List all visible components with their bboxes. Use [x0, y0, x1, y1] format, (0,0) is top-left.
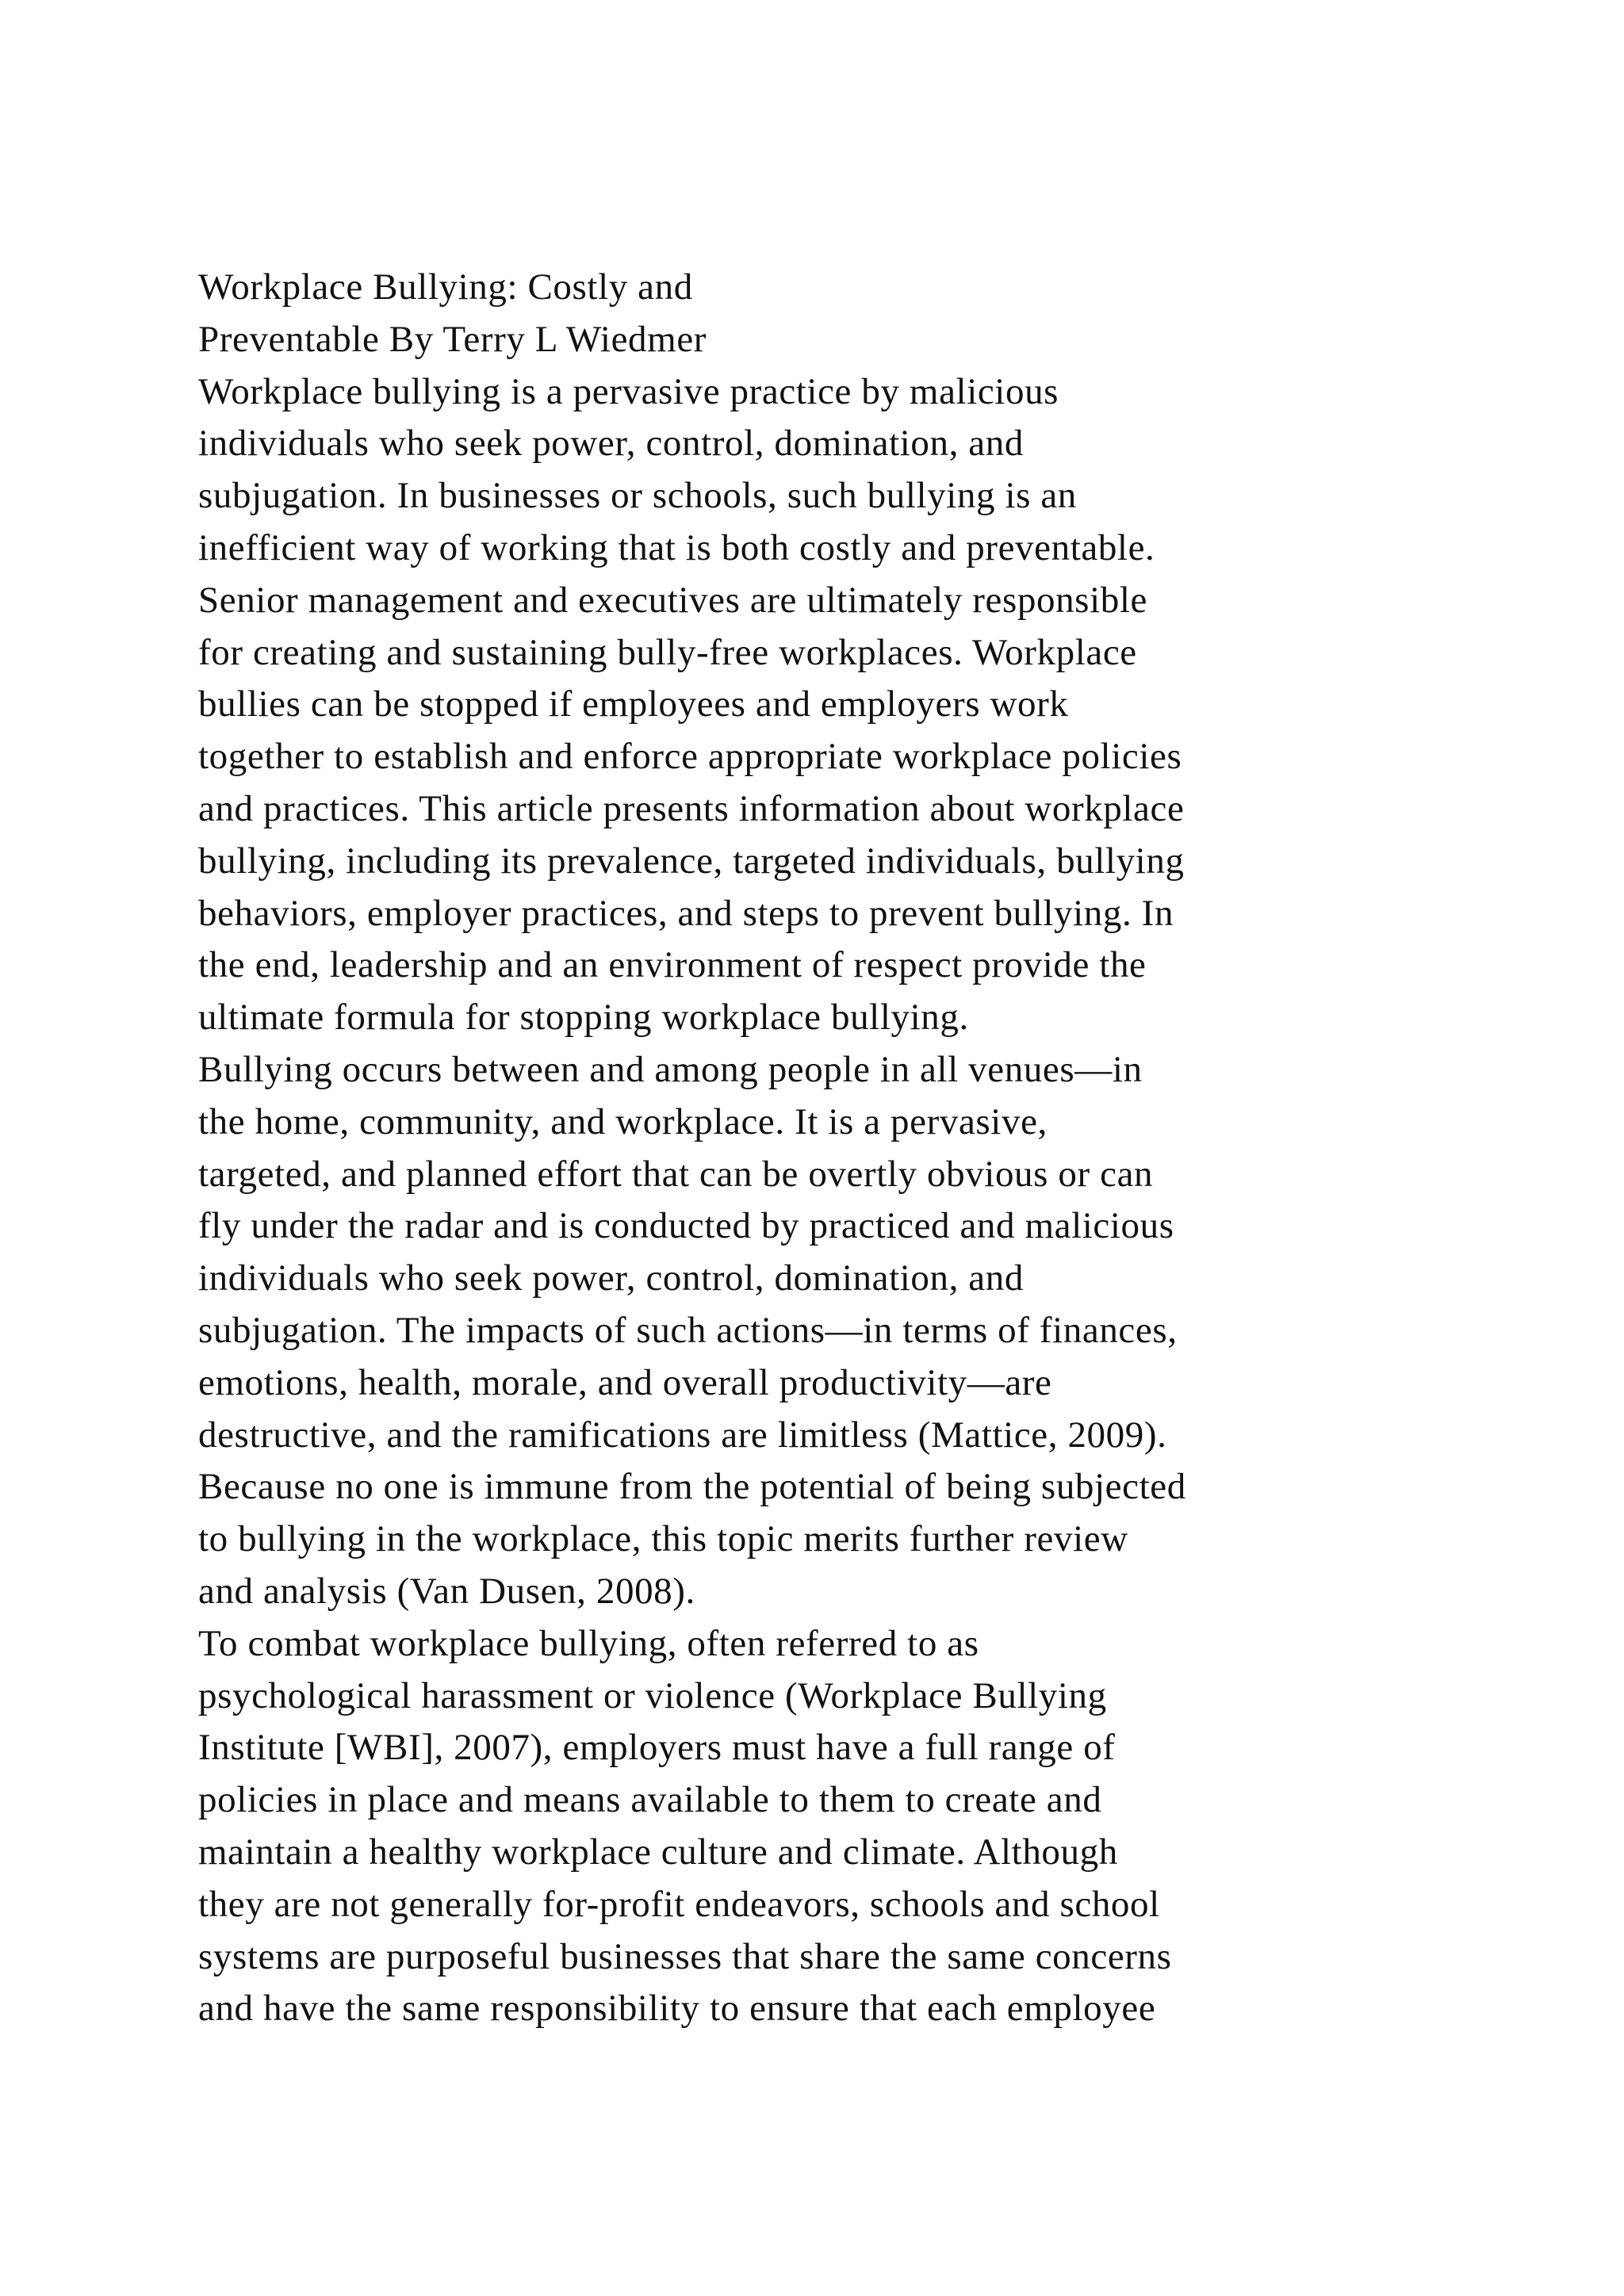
body-line: individuals who seek power, control, domination, and — [198, 1257, 1024, 1299]
body-line: they are not generally for-profit endeavors, schools and school — [198, 1883, 1160, 1925]
body-line: Senior management and executives are ultimately responsible — [198, 579, 1147, 621]
body-line: policies in place and means available to them to create and — [198, 1779, 1102, 1821]
body-line: psychological harassment or violence (Workplace Bullying — [198, 1674, 1107, 1716]
body-line: fly under the radar and is conducted by practiced and malicious — [198, 1205, 1174, 1247]
body-line: subjugation. In businesses or schools, such bullying is an — [198, 475, 1077, 517]
body-line: targeted, and planned effort that can be overtly obvious or can — [198, 1153, 1154, 1195]
body-line: Workplace bullying is a pervasive practice by malicious — [198, 370, 1059, 412]
title-line-1: Workplace Bullying: Costly and — [198, 266, 693, 308]
body-line: Bullying occurs between and among people in all venues—in — [198, 1048, 1143, 1090]
body-line: ultimate formula for stopping workplace bullying. — [198, 997, 969, 1039]
document-text — [198, 262, 1507, 2035]
body-line: inefficient way of working that is both costly and preventable. — [198, 526, 1155, 568]
body-line: bullying, including its prevalence, targeted individuals, bullying — [198, 840, 1185, 882]
body-line: individuals who seek power, control, domination, and — [198, 423, 1024, 465]
title-line-2: Preventable By Terry L Wiedmer — [198, 318, 707, 360]
body-line: the end, leadership and an environment of respect provide the — [198, 944, 1147, 986]
body-line: To combat workplace bullying, often referred to as — [198, 1622, 979, 1664]
body-line: maintain a healthy workplace culture and climate. Although — [198, 1831, 1118, 1873]
body-line: for creating and sustaining bully-free workplaces. Workplace — [198, 631, 1137, 673]
body-line: and have the same responsibility to ensure that each employee — [198, 1988, 1156, 2030]
body-line: to bullying in the workplace, this topic merits further review — [198, 1518, 1128, 1560]
body-line: emotions, health, morale, and overall productivity—are — [198, 1361, 1052, 1403]
body-line: subjugation. The impacts of such actions—in terms of finances, — [198, 1309, 1178, 1351]
body-line: together to establish and enforce appropriate workplace policies — [198, 736, 1182, 778]
body-line: and practices. This article presents information about workplace — [198, 787, 1185, 829]
body-line: the home, community, and workplace. It is a pervasive, — [198, 1100, 1048, 1142]
body-line: systems are purposeful businesses that share the same concerns — [198, 1935, 1172, 1977]
body-line: bullies can be stopped if employees and employers work — [198, 683, 1069, 725]
body-line: Institute [WBI], 2007), employers must have a full range of — [198, 1727, 1116, 1769]
body-line: and analysis (Van Dusen, 2008). — [198, 1570, 695, 1612]
body-line: behaviors, employer practices, and steps to prevent bullying. In — [198, 892, 1174, 934]
body-line: Because no one is immune from the potential of being subjected — [198, 1466, 1186, 1508]
body-line: destructive, and the ramifications are limitless (Mattice, 2009). — [198, 1414, 1167, 1456]
